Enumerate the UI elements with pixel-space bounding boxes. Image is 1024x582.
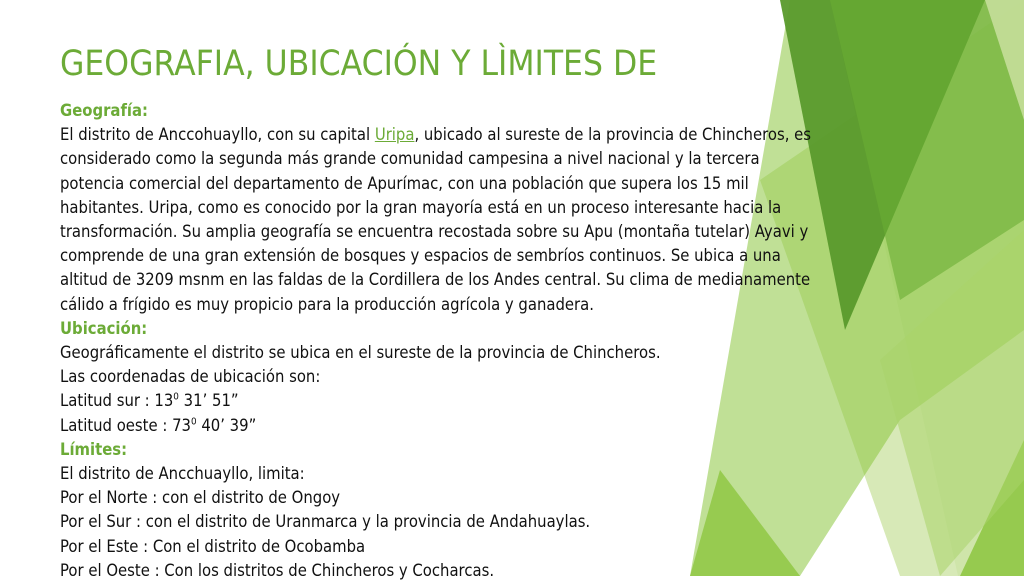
geografia-line-4: habitantes. Uripa, como es conocido por la gran mayoría está en un proceso interesante hacia la: [60, 196, 782, 217]
geografia-line-1-start: El distrito de Anccohuayllo, con su capital: [60, 124, 375, 145]
latitud-sur: [60, 388, 936, 412]
latitud-oeste-label: Latitud oeste : 73: [60, 414, 191, 435]
limites-line-5: Por el Oeste : Con los distritos de Chincheros y Cocharcas.: [60, 559, 495, 580]
limites-line-3: Por el Sur : con el distrito de Uranmarca y la provincia de Andahuaylas.: [60, 511, 591, 532]
geografia-line-1: [60, 122, 936, 146]
latitud-oeste-minutes: 40’ 39”: [196, 414, 257, 435]
latitud-oeste: [60, 413, 936, 437]
latitud-sur-minutes: 31’ 51”: [178, 390, 239, 411]
geografia-line-8: cálido a frígido es muy propicio para la producción agrícola y ganadera.: [60, 293, 594, 314]
geografia-line-1-end: , ubicado al sureste de la provincia de Chincheros, es: [414, 124, 812, 145]
limites-heading: Límites:: [60, 438, 128, 459]
ubicacion-line-1: Geográficamente el distrito se ubica en el sureste de la provincia de Chincheros.: [60, 342, 661, 363]
geografia-line-3: potencia comercial del departamento de Apurímac, con una población que supera los 15 mil: [60, 172, 749, 193]
latitud-oeste-degree: 0: [190, 416, 197, 428]
geografia-line-2: considerado como la segunda más grande comunidad campesina a nivel nacional y la tercera: [60, 148, 760, 169]
limites-line-2: Por el Norte : con el distrito de Ongoy: [60, 487, 341, 508]
ubicacion-heading: Ubicación:: [60, 317, 148, 338]
geografia-heading: Geografía:: [60, 100, 148, 120]
limites-line-4: Por el Este : Con el distrito de Ocobamba: [60, 535, 366, 556]
slide-title: GEOGRAFIA, UBICACIÓN Y LÌMITES DE: [60, 44, 658, 84]
limites-line-1: El distrito de Ancchuayllo, limita:: [60, 463, 305, 484]
uripa-link[interactable]: Uripa: [374, 124, 415, 145]
geografia-line-6: comprende de una gran extensión de bosques y espacios de sembríos continuos. Se ubica a una: [60, 245, 781, 266]
ubicacion-line-2: Las coordenadas de ubicación son:: [60, 366, 321, 387]
geografia-line-5: transformación. Su amplia geografía se encuentra recostada sobre su Apu (montaña tutelar) Ayavi y: [60, 221, 809, 242]
latitud-sur-label: Latitud sur : 13: [60, 390, 174, 411]
latitud-sur-degree: 0: [173, 391, 179, 403]
geografia-line-7: altitud de 3209 msnm en las faldas de la Cordillera de los Andes central. Su clima de medianamente: [60, 269, 811, 290]
slide-body: [60, 98, 936, 582]
